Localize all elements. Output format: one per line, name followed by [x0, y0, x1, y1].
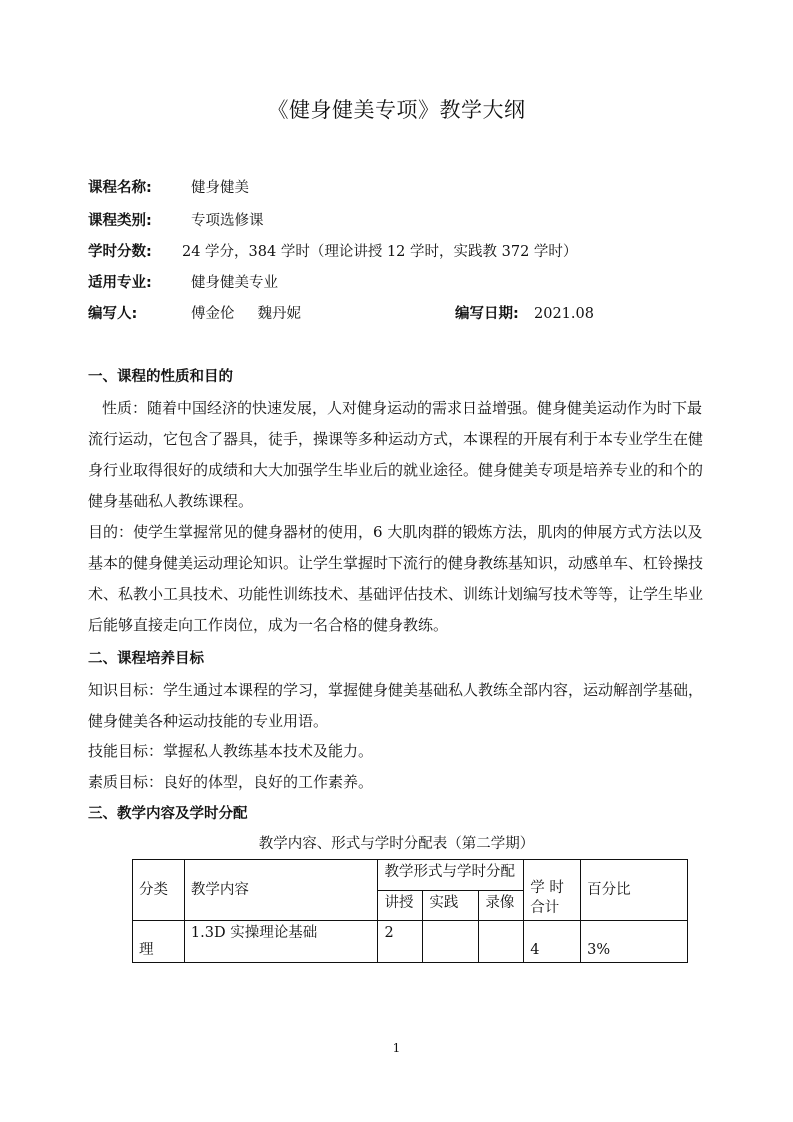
header-percent: 百分比: [581, 860, 688, 921]
header-total: 学 时 合计: [524, 860, 581, 921]
section1-heading: 一、课程的性质和目的: [88, 369, 233, 385]
meta-major: [88, 272, 278, 294]
header-content: 教学内容: [184, 860, 378, 921]
hours-allocation-table: [132, 859, 688, 963]
document-title: 《健身健美专项》教学大纲: [267, 98, 526, 122]
date-label: 编写日期:: [455, 306, 519, 322]
row-percent: 3%: [581, 921, 688, 963]
table-header-row: [133, 860, 688, 891]
course-type-label: 课程类别:: [88, 213, 152, 229]
major-value: 健身健美专业: [191, 275, 278, 291]
date-value: 2021.08: [534, 306, 594, 322]
page-number: 1: [392, 1041, 401, 1055]
course-name-label: 课程名称:: [88, 180, 152, 196]
row-lecture: 2: [378, 921, 423, 963]
header-form: 教学形式与学时分配: [378, 860, 524, 891]
knowledge-goal: 知识目标：学生通过本课程的学习，掌握健身健美基础私人教练全部内容，运动解剖学基础，健身健美各种运动技能的专业用语。: [88, 681, 704, 730]
author-label: 编写人:: [88, 306, 138, 322]
row-content: 1.3D 实操理论基础: [184, 921, 378, 963]
author-value: 傅金伦 魏丹妮: [191, 306, 302, 322]
section3-heading: 三、教学内容及学时分配: [88, 806, 248, 822]
section1-goal-paragraph: 目的：使学生掌握常见的健身器材的使用，6 大肌肉群的锻炼方法，肌肉的伸展方式方法以及基本的健身健美运动理论知识。让学生掌握时下流行的健身教练基知识，动感单车、杠铃操技术、私教小工具技术、功能性训练技术、基础评估技术、训练计划编写技术等等，让学生毕业后能够直接走向工作岗位，成为一名合格的健身教练。: [88, 523, 704, 634]
table-row: [133, 921, 688, 963]
header-practice: 实践: [423, 890, 479, 921]
row-category: 理: [133, 921, 185, 963]
section2-heading: 二、课程培养目标: [88, 651, 204, 667]
hours-label: 学时分数:: [88, 244, 152, 260]
hours-value: 24 学分，384 学时（理论讲授 12 学时，实践教 372 学时）: [182, 244, 578, 260]
skill-goal: 技能目标：掌握私人教练基本技术及能力。: [88, 742, 374, 760]
section1-nature-paragraph: 性质：随着中国经济的快速发展，人对健身运动的需求日益增强。健身健美运动作为时下最流行运动，它包含了器具，徒手，操课等多种运动方式，本课程的开展有利于本专业学生在健身行业取得很好的成绩和大大加强学生毕业后的就业途径。健身健美专项是培养专业的和个的健身基础私人教练课程。: [88, 399, 704, 510]
major-label: 适用专业:: [88, 275, 152, 291]
header-category: 分类: [133, 860, 185, 921]
course-type-value: 专项选修课: [191, 213, 264, 229]
meta-course-name: [88, 177, 249, 199]
quality-goal: 素质目标：良好的体型，良好的工作素养。: [88, 773, 374, 791]
header-video: 录像: [479, 890, 524, 921]
meta-course-type: [88, 210, 264, 232]
table-caption: 教学内容、形式与学时分配表（第二学期）: [258, 836, 535, 852]
row-practice: [423, 921, 479, 963]
meta-author: [88, 303, 608, 325]
course-name-value: 健身健美: [191, 180, 249, 196]
meta-hours: [88, 241, 578, 263]
header-lecture: 讲授: [378, 890, 423, 921]
row-total: 4: [524, 921, 581, 963]
row-video: [479, 921, 524, 963]
